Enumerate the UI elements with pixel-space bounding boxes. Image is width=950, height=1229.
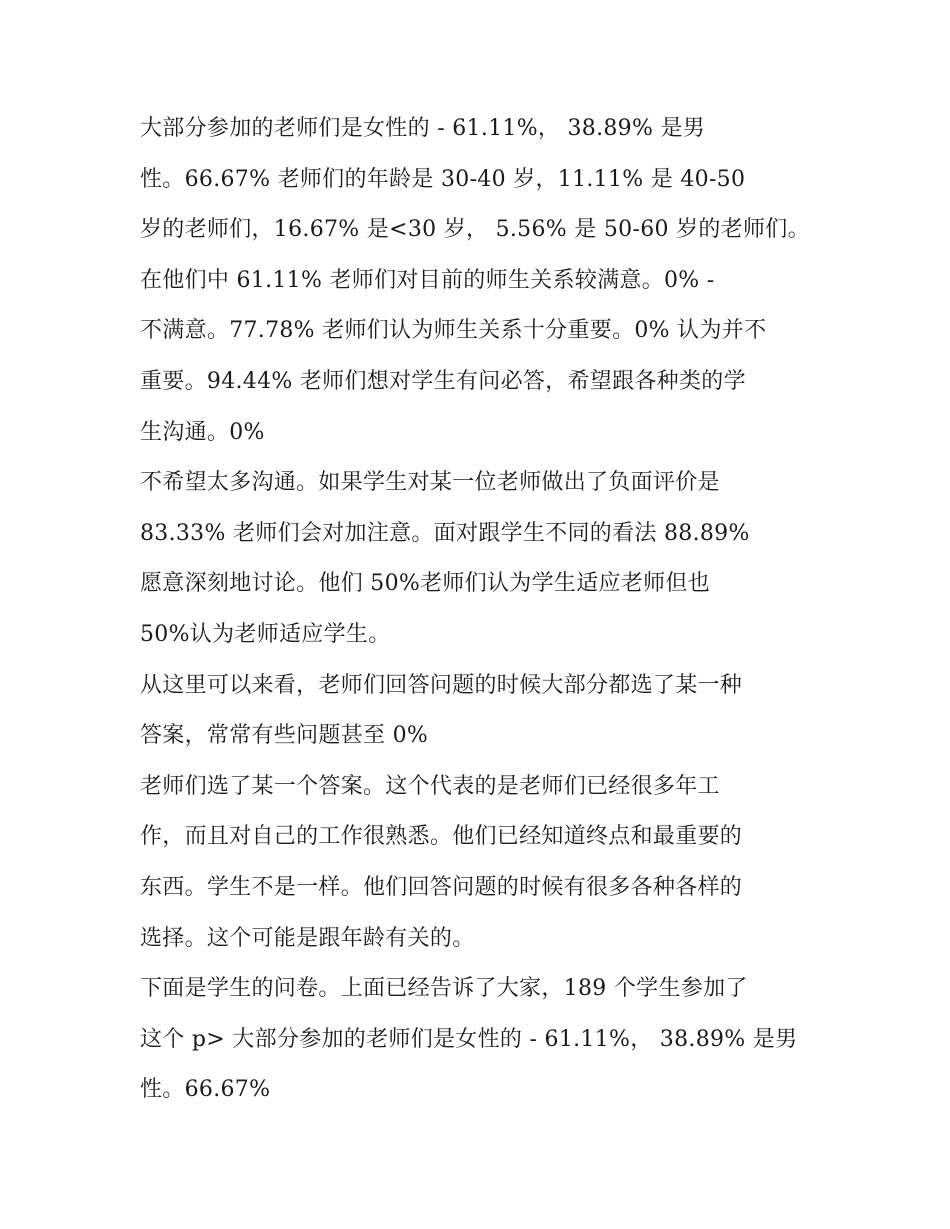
text-line: 在他们中 61.11% 老师们对目前的师生关系较满意。0% - (140, 267, 715, 293)
text-line: 岁的老师们，16.67% 是<30 岁， 5.56% 是 50-60 岁的老师们。 (140, 217, 810, 243)
text-line: 50%认为老师适应学生。 (140, 621, 391, 647)
text-line: 下面是学生的问卷。上面已经告诉了大家，189 个学生参加了 (140, 976, 748, 1002)
text-line: 生沟通。0% (140, 419, 265, 445)
text-line: 老师们选了某一个答案。这个代表的是老师们已经很多年工 (140, 773, 720, 799)
body-text (140, 104, 820, 1116)
text-line: 东西。学生不是一样。他们回答问题的时候有很多各种各样的 (140, 874, 743, 900)
text-line: 重要。94.44% 老师们想对学生有问必答，希望跟各种类的学 (140, 368, 746, 394)
text-line: 作，而且对自己的工作很熟悉。他们已经知道终点和最重要的 (140, 824, 743, 850)
text-line: 愿意深刻地讨论。他们 50%老师们认为学生适应老师但也 (140, 571, 710, 597)
text-line: 答案，常常有些问题甚至 0% (140, 723, 429, 749)
text-line: 不满意。77.78% 老师们认为师生关系十分重要。0% 认为并不 (140, 318, 767, 344)
text-line: 性。66.67% 老师们的年龄是 30-40 岁，11.11% 是 40-50 (140, 166, 746, 192)
text-line: 不希望太多沟通。如果学生对某一位老师做出了负面评价是 (140, 470, 720, 496)
text-line: 83.33% 老师们会对加注意。面对跟学生不同的看法 88.89% (140, 520, 750, 546)
text-line: 选择。这个可能是跟年龄有关的。 (140, 925, 475, 951)
text-line: 大部分参加的老师们是女性的 - 61.11%， 38.89% 是男 (140, 116, 706, 141)
text-line: 从这里可以来看，老师们回答问题的时候大部分都选了某一种 (140, 672, 743, 698)
text-line: 这个 p> 大部分参加的老师们是女性的 - 61.11%， 38.89% 是男 (140, 1026, 798, 1052)
text-line: 性。66.67% (140, 1077, 271, 1103)
